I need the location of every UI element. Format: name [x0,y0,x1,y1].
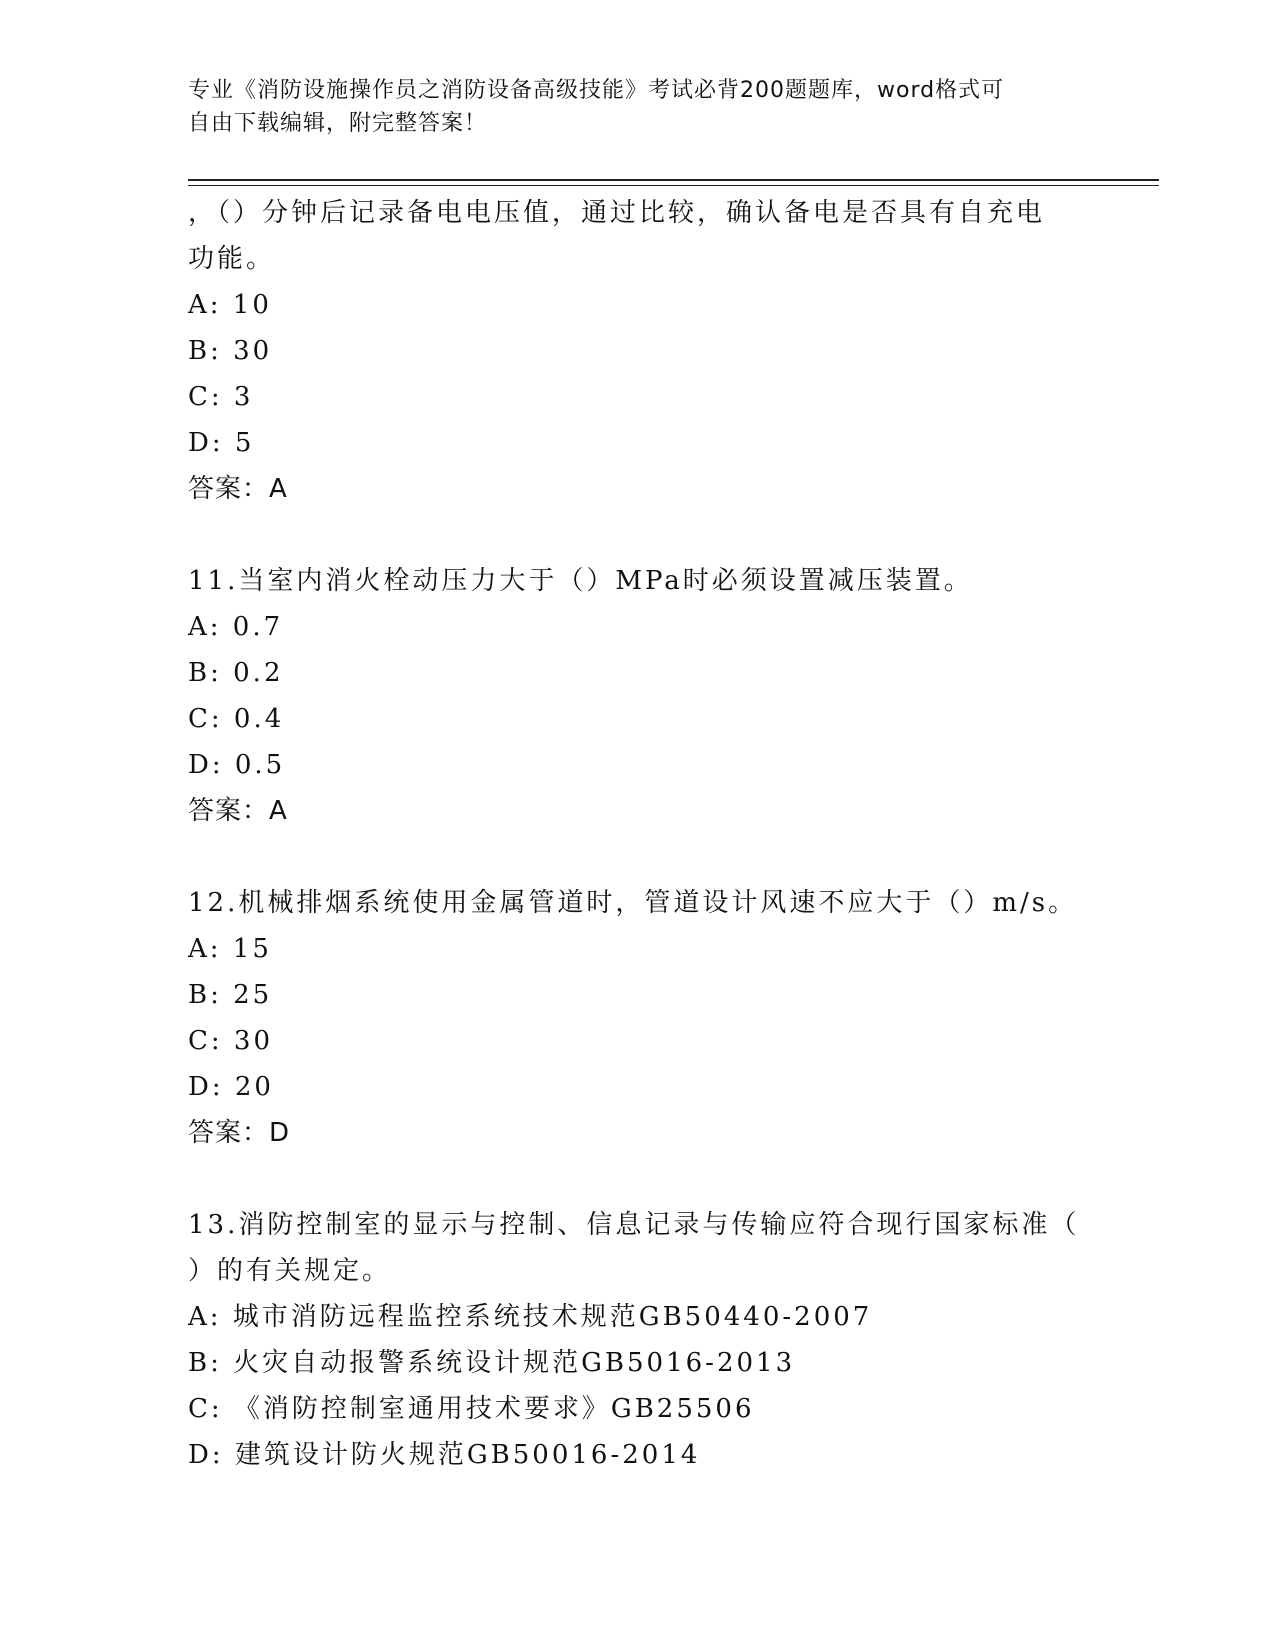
option-b: B: 火灾自动报警系统设计规范GB5016-2013 [188,1348,796,1378]
question-10 [188,190,1088,512]
option-d: D: 5 [188,428,255,458]
header-rule-thick [188,179,1159,181]
question-text: ，（）分钟后记录备电电压值，通过比较，确认备电是否具有自充电 [188,198,1046,228]
question-text: 13.消防控制室的显示与控制、信息记录与传输应符合现行国家标准（ [188,1210,1080,1240]
option-c: C: 《消防控制室通用技术要求》GB25506 [188,1394,755,1424]
question-list [188,190,1088,1478]
spacer [188,512,1088,558]
answer: 答案：A [188,796,288,826]
option-d: D: 0.5 [188,750,286,780]
question-text: 11.当室内消火栓动压力大于（）MPa时必须设置减压装置。 [188,566,973,596]
option-b: B: 0.2 [188,658,284,688]
header-rule-thin [188,185,1159,186]
option-a: A: 0.7 [188,612,284,642]
option-b: B: 25 [188,980,273,1010]
header-line-1: 专业《消防设施操作员之消防设备高级技能》考试必背200题题库，word格式可 [188,78,1005,103]
question-text: ）的有关规定。 [188,1256,392,1286]
document-header [188,74,1068,140]
option-c: C: 0.4 [188,704,285,734]
question-13 [188,1202,1088,1478]
option-d: D: 20 [188,1072,274,1102]
option-c: C: 30 [188,1026,274,1056]
question-11 [188,558,1088,834]
answer: 答案：A [188,474,288,504]
header-line-2: 自由下载编辑，附完整答案！ [188,111,488,136]
question-12 [188,880,1088,1156]
option-a: A: 10 [188,290,272,320]
option-a: A: 15 [188,934,272,964]
question-text: 功能。 [188,244,276,274]
spacer [188,1156,1088,1202]
option-b: B: 30 [188,336,273,366]
option-d: D: 建筑设计防火规范GB50016-2014 [188,1440,701,1470]
option-a: A: 城市消防远程监控系统技术规范GB50440-2007 [188,1302,873,1332]
option-c: C: 3 [188,382,254,412]
answer: 答案：D [188,1118,291,1148]
spacer [188,834,1088,880]
question-text: 12.机械排烟系统使用金属管道时，管道设计风速不应大于（）m/s。 [188,888,1078,918]
